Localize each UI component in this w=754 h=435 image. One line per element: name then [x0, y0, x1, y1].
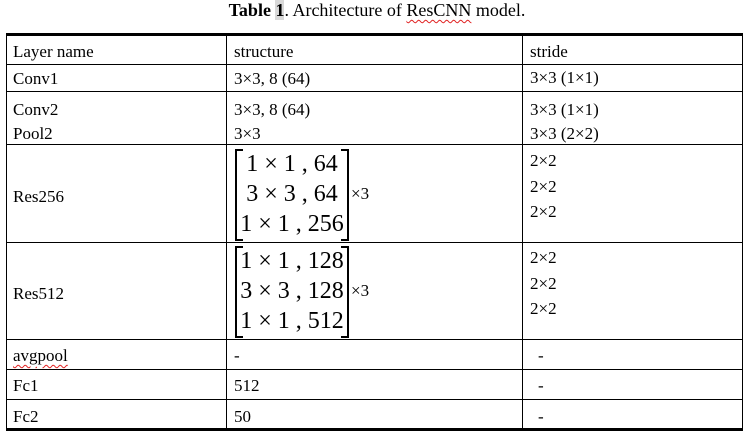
layer-name-conv1: Conv1: [13, 69, 59, 88]
layer-name-res512: Res512: [13, 284, 64, 303]
stride-pool2: 3×3 (2×2): [530, 124, 599, 143]
stride-avgpool: -: [538, 346, 544, 365]
row-divider: [6, 339, 743, 340]
row-divider: [6, 399, 743, 400]
layer-name-conv2: Conv2: [13, 100, 59, 119]
caption-suffix: model.: [471, 0, 526, 20]
left-bracket: [235, 246, 243, 338]
caption-number: 1: [275, 0, 285, 20]
row-divider: [6, 91, 743, 92]
header-structure: structure: [234, 42, 294, 61]
structure-fc2: 50: [234, 407, 251, 426]
matrix-row: 1 × 1 , 128: [240, 248, 344, 274]
stride-res256-3: 2×2: [530, 202, 557, 221]
header-stride: stride: [530, 42, 568, 61]
right-bracket: [341, 149, 349, 241]
matrix-row: 1 × 1 , 512: [240, 308, 344, 334]
right-bracket: [341, 246, 349, 338]
matrix-row: 3 × 3 , 64: [246, 181, 338, 207]
layer-name-fc2: Fc2: [13, 407, 39, 426]
table-caption: [0, 0, 754, 20]
structure-pool2: 3×3: [234, 124, 261, 143]
avgpool-label: avgpool: [13, 346, 68, 365]
stride-fc1: -: [538, 376, 544, 395]
stride-res256-1: 2×2: [530, 151, 557, 170]
row-divider: [6, 369, 743, 370]
stride-res256-2: 2×2: [530, 177, 557, 196]
stride-fc2: -: [538, 407, 544, 426]
structure-avgpool: -: [234, 346, 240, 365]
layer-name-pool2: Pool2: [13, 124, 53, 143]
res256-matrix: [235, 149, 349, 241]
layer-name-res256: Res256: [13, 187, 64, 206]
header-layer-name: Layer name: [13, 42, 94, 61]
row-divider: [6, 242, 743, 243]
layer-name-avgpool: [13, 343, 68, 368]
structure-conv2: 3×3, 8 (64): [234, 100, 311, 119]
layer-name-fc1: Fc1: [13, 376, 39, 395]
row-divider: [6, 144, 743, 145]
res256-repeat: ×3: [351, 184, 370, 203]
caption-text: . Architecture of: [284, 0, 407, 20]
stride-res512-2: 2×2: [530, 274, 557, 293]
matrix-row: 1 × 1 , 64: [246, 151, 338, 177]
stride-res512-1: 2×2: [530, 248, 557, 267]
caption-model-name: ResCNN: [406, 0, 472, 20]
stride-conv1: 3×3 (1×1): [530, 68, 599, 87]
res512-repeat: ×3: [351, 281, 370, 300]
left-bracket: [235, 149, 243, 241]
stride-res512-3: 2×2: [530, 299, 557, 318]
structure-conv1: 3×3, 8 (64): [234, 69, 311, 88]
row-divider: [6, 64, 743, 65]
architecture-table: [6, 33, 743, 431]
matrix-row: 1 × 1 , 256: [240, 211, 344, 237]
res512-matrix: [235, 246, 349, 338]
structure-fc1: 512: [234, 376, 260, 395]
matrix-row: 3 × 3 , 128: [240, 278, 344, 304]
caption-label: Table: [228, 0, 271, 20]
stride-conv2: 3×3 (1×1): [530, 100, 599, 119]
